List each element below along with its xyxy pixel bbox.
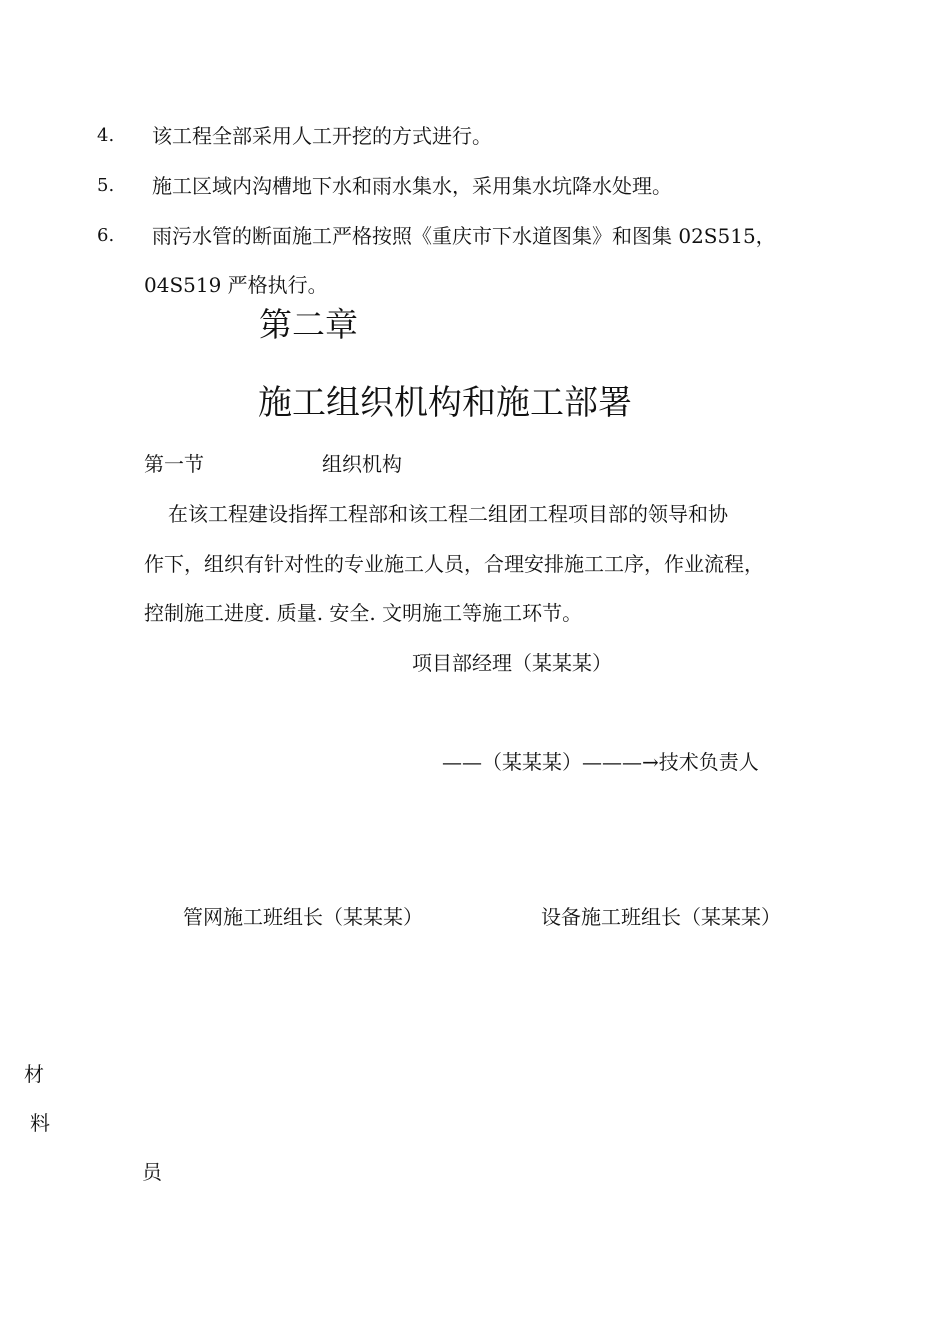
org-tech-line: ——（某某某）———→技术负责人	[442, 750, 759, 774]
paragraph-line-2: 作下，组织有针对性的专业施工人员，合理安排施工工序，作业流程，	[144, 552, 764, 576]
material-char-1: 材	[24, 1062, 44, 1086]
list-item-6-text: 雨污水管的断面施工严格按照《重庆市下水道图集》和图集 02S515，	[152, 224, 776, 248]
chapter-label: 第二章	[259, 305, 358, 344]
org-pipe-leader: 管网施工班组长（某某某）	[183, 905, 423, 929]
paragraph-line-3: 控制施工进度. 质量. 安全. 文明施工等施工环节。	[144, 601, 583, 625]
org-equipment-leader: 设备施工班组长（某某某）	[541, 905, 781, 929]
list-item-5-text: 施工区域内沟槽地下水和雨水集水，采用集水坑降水处理。	[152, 174, 672, 198]
org-manager: 项目部经理（某某某）	[412, 651, 612, 675]
list-number-5: 5.	[97, 175, 115, 196]
section-label: 第一节	[144, 452, 204, 476]
paragraph-line-1: 在该工程建设指挥工程部和该工程二组团工程项目部的领导和协	[168, 502, 728, 526]
material-char-2: 料	[30, 1111, 50, 1135]
list-number-6: 6.	[97, 225, 115, 246]
material-char-3: 员	[142, 1160, 162, 1184]
list-number-4: 4.	[97, 125, 115, 146]
list-item-6-continuation: 04S519 严格执行。	[144, 273, 328, 297]
section-title: 组织机构	[322, 452, 402, 476]
list-item-4-text: 该工程全部采用人工开挖的方式进行。	[152, 124, 492, 148]
chapter-title: 施工组织机构和施工部署	[258, 383, 632, 423]
